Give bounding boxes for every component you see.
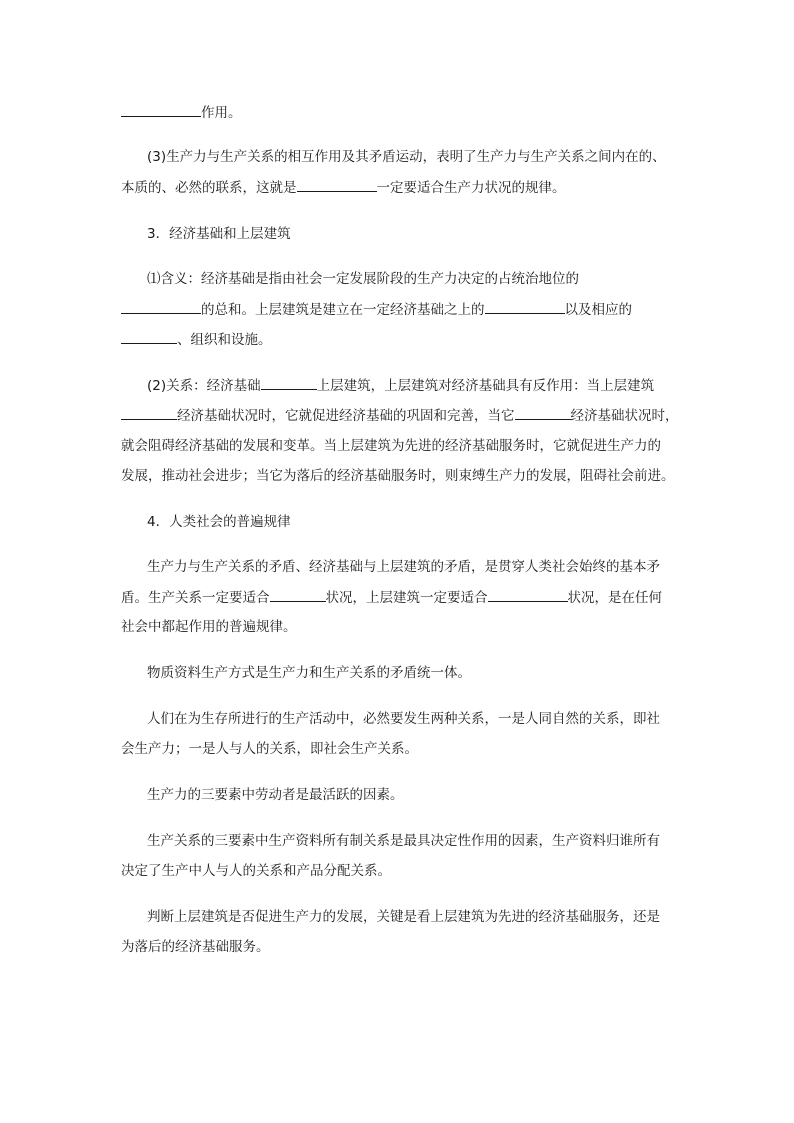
- text: 社会中都起作用的普遍规律。: [121, 619, 297, 635]
- text: 为落后的经济基础服务。: [121, 939, 270, 955]
- text: 决定了生产中人与人的关系和产品分配关系。: [121, 863, 391, 879]
- text: 经济基础状况时，它就促进经济基础的巩固和完善，当它: [177, 408, 515, 424]
- fill-blank[interactable]: [485, 299, 565, 314]
- text: ⑴含义：经济基础是指由社会一定发展阶段的生产力决定的占统治地位的: [147, 271, 579, 287]
- fill-blank[interactable]: [121, 102, 201, 117]
- paragraph-line: [0, 785, 794, 805]
- fill-blank[interactable]: [297, 177, 377, 192]
- paragraph-line: [0, 663, 794, 683]
- text: 一定要适合生产力状况的规律。: [376, 180, 566, 196]
- paragraph-line: [0, 907, 794, 927]
- text: 盾。生产关系一定要适合: [121, 590, 270, 606]
- fill-blank[interactable]: [270, 587, 326, 602]
- text: 就会阻碍经济基础的发展和变革。当上层建筑为先进的经济基础服务时，它就促进生产力的: [121, 438, 661, 454]
- fill-blank[interactable]: [261, 375, 317, 390]
- text: 的总和。上层建筑是建立在一定经济基础之上的: [201, 302, 485, 318]
- text: 人们在为生存所进行的生产活动中，必然要发生两种关系，一是人同自然的关系，即社: [147, 711, 660, 727]
- text: 判断上层建筑是否促进生产力的发展，关键是看上层建筑为先进的经济基础服务，还是: [147, 909, 660, 925]
- paragraph-line: [0, 831, 794, 851]
- paragraph-line: [0, 329, 794, 350]
- paragraph-line: [0, 436, 794, 456]
- section-heading: [0, 512, 794, 532]
- fill-blank[interactable]: [515, 405, 571, 420]
- paragraph-line: [0, 587, 794, 608]
- paragraph-line: [0, 557, 794, 577]
- fill-blank[interactable]: [121, 299, 201, 314]
- paragraph-line: [0, 937, 794, 957]
- text: 状况，是在任何: [567, 590, 662, 606]
- text: 、组织和设施。: [177, 332, 272, 348]
- paragraph-line: [0, 375, 794, 396]
- paragraph-line: [0, 405, 794, 426]
- text: 作用。: [201, 105, 242, 121]
- paragraph-line: [0, 269, 794, 289]
- paragraph-line: [0, 147, 794, 167]
- text: 生产力的三要素中劳动者是最活跃的因素。: [147, 787, 404, 803]
- text: 物质资料生产方式是生产力和生产关系的矛盾统一体。: [147, 665, 471, 681]
- text: 生产关系的三要素中生产资料所有制关系是最具决定性作用的因素，生产资料归谁所有: [147, 833, 660, 849]
- text: 上层建筑，上层建筑对经济基础具有反作用：当上层建筑: [316, 378, 655, 394]
- fill-blank[interactable]: [121, 405, 177, 420]
- section-heading: [0, 224, 794, 244]
- paragraph-line: [0, 709, 794, 729]
- paragraph-line: [0, 466, 794, 486]
- text: 4．人类社会的普遍规律: [147, 514, 291, 530]
- text: 以及相应的: [564, 302, 632, 318]
- text: 经济基础状况时，: [570, 408, 679, 424]
- paragraph-line: [0, 299, 794, 320]
- paragraph-line: [0, 617, 794, 637]
- text: 本质的、必然的联系，这就是: [121, 180, 297, 196]
- text: 会生产力；一是人与人的关系，即社会生产关系。: [121, 741, 418, 757]
- fill-blank[interactable]: [488, 587, 568, 602]
- text: (2)关系：经济基础: [147, 378, 261, 394]
- paragraph-line: [0, 861, 794, 881]
- fill-blank[interactable]: [121, 329, 177, 344]
- paragraph-line: [0, 102, 794, 123]
- text: 状况，上层建筑一定要适合: [325, 590, 488, 606]
- paragraph-line: [0, 739, 794, 759]
- text: 发展，推动社会进步；当它为落后的经济基础服务时，则束缚生产力的发展，阻碍社会前进。: [121, 468, 675, 484]
- text: 3．经济基础和上层建筑: [147, 226, 291, 242]
- paragraph-line: [0, 177, 794, 198]
- text: (3)生产力与生产关系的相互作用及其矛盾运动，表明了生产力与生产关系之间内在的、: [147, 149, 666, 165]
- text: 生产力与生产关系的矛盾、经济基础与上层建筑的矛盾，是贯穿人类社会始终的基本矛: [147, 559, 660, 575]
